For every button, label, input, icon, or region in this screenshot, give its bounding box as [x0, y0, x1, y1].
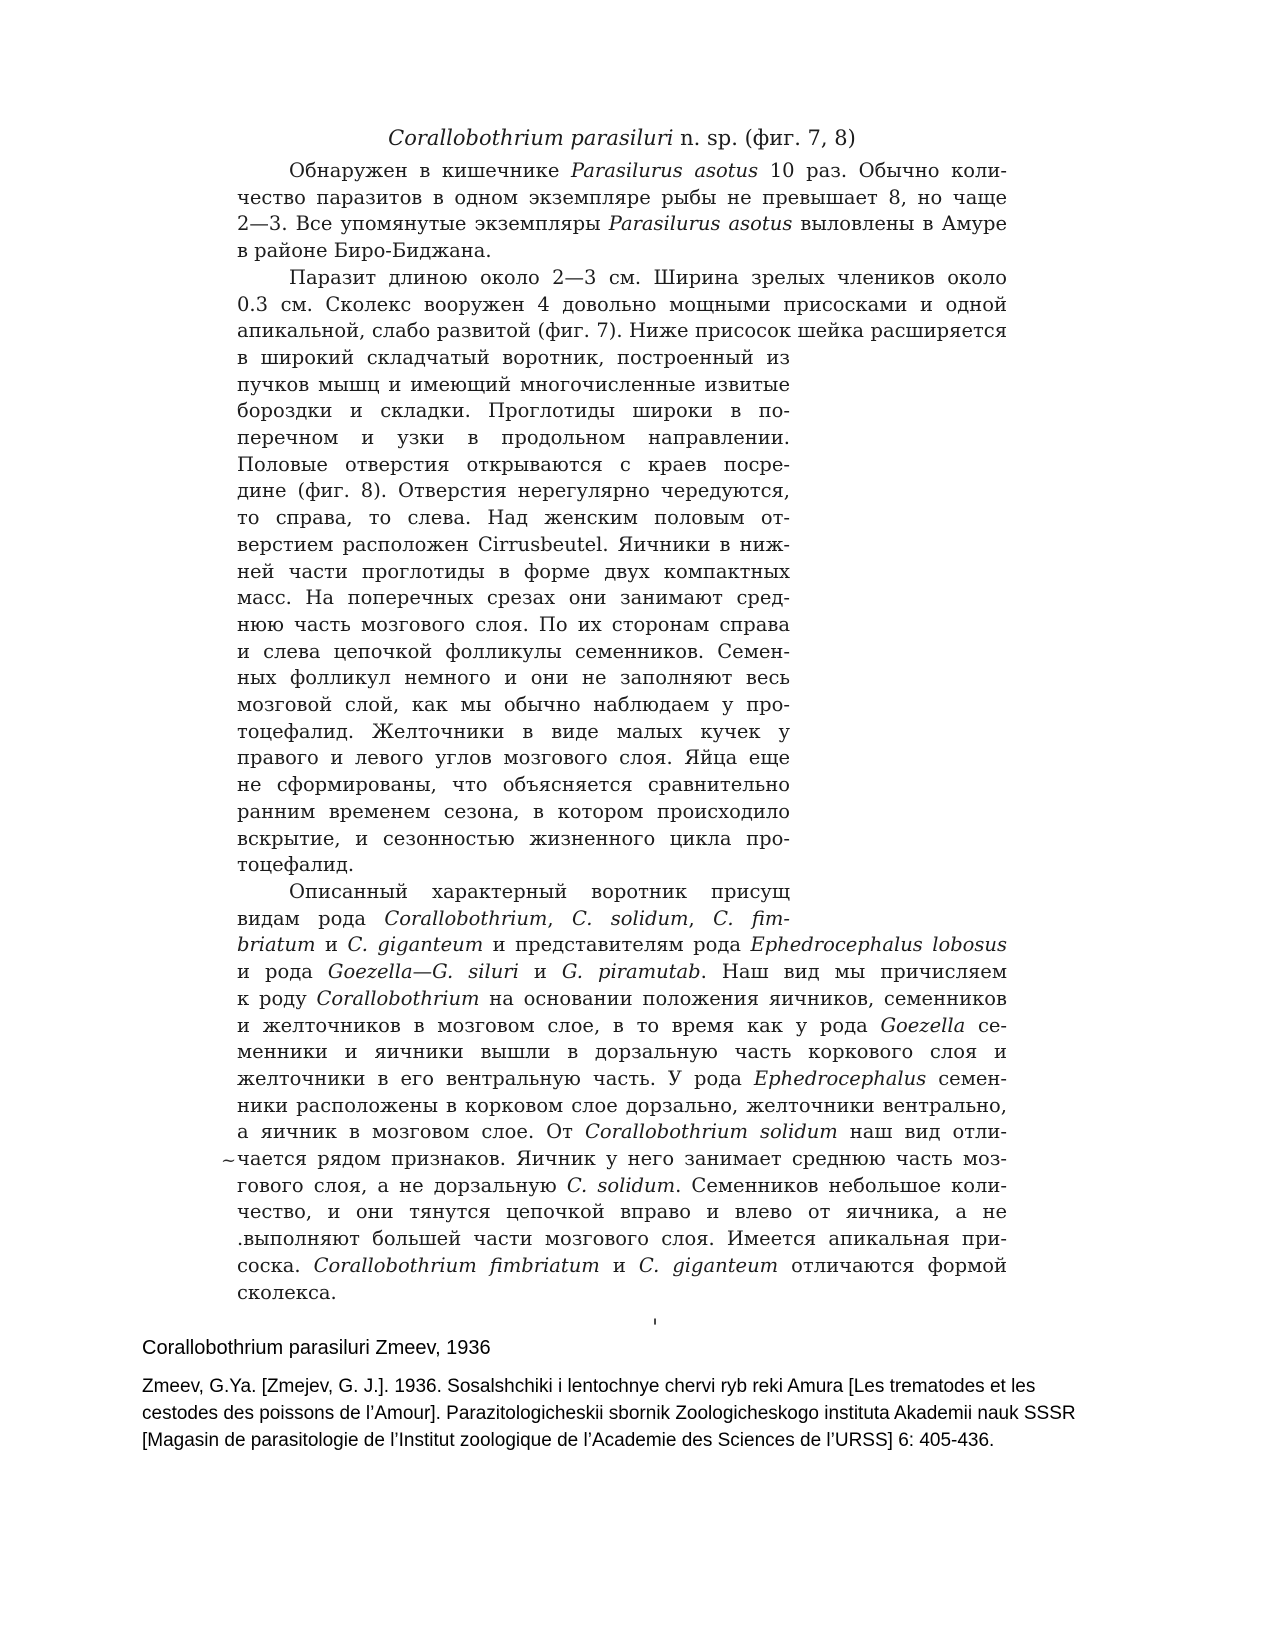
text-line: [237, 772, 790, 799]
text-segment: желточники в его вентральную часть. У рода: [237, 1066, 754, 1090]
text-segment: правого и левого углов мозгового слоя. Яйца еще: [237, 746, 790, 770]
text-segment: чество, и они тянутся цепочкой вправо и влево от яичника, а не: [237, 1200, 1007, 1224]
text-line: [237, 1226, 1007, 1253]
text-line: [237, 559, 790, 586]
text-line: [237, 452, 790, 479]
latin-name-italic: Corallobothrium: [384, 906, 548, 930]
text-line: [237, 1119, 1007, 1146]
text-segment: и: [315, 933, 348, 957]
scanned-text-block: [237, 122, 1007, 1306]
stray-tick-mark: ': [652, 1316, 659, 1341]
text-line: [237, 211, 1007, 238]
text-segment: ных фолликул немного и они не заполняют весь: [237, 666, 790, 690]
text-segment: бороздки и складки. Проглотиды широки в по-: [237, 399, 790, 423]
text-line: [237, 692, 790, 719]
text-segment: гового слоя, а не дорзальную: [237, 1173, 567, 1197]
text-segment: тоцефалид.: [237, 853, 355, 877]
text-line: [237, 1039, 1007, 1066]
text-segment: .выполняют большей части мозгового слоя. Имеется апикальная при-: [237, 1227, 1007, 1251]
text-segment: Паразит длиною около 2—3 см. Ширина зрелых члеников около: [289, 265, 1007, 289]
text-line: [237, 799, 790, 826]
text-segment: Половые отверстия открываются с краев посре-: [237, 452, 790, 476]
text-segment: вскрытие, и сезонностью жизненного цикла про-: [237, 826, 790, 850]
text-segment: n. sp. (фиг. 7, 8): [673, 126, 856, 150]
text-segment: ней части проглотиды в форме двух компактных: [237, 559, 790, 583]
latin-name-italic: Parasilurus asotus: [571, 159, 759, 182]
text-line: [237, 265, 1007, 292]
text-line: [237, 372, 790, 399]
text-segment: выловлены в Амуре: [792, 212, 1007, 236]
latin-name-italic: C. giganteum: [347, 933, 484, 957]
text-line: [237, 1253, 1007, 1280]
text-segment: а яичник в мозговом слое. От: [237, 1120, 585, 1144]
text-line: [237, 1066, 1007, 1093]
text-segment: 10 раз. Обычно коли-: [758, 159, 1007, 182]
latin-name-italic: Corallobothrium fimbriatum: [313, 1253, 600, 1277]
latin-name-italic: C. solidum: [566, 1173, 676, 1197]
text-segment: . Наш вид мы причисляем: [700, 960, 1007, 984]
text-segment: ники расположены в корковом слое дорзально, желточники вентрально,: [237, 1093, 1007, 1117]
latin-name-italic: briatum: [237, 933, 316, 957]
latin-name-italic: G. piramutab: [561, 960, 701, 984]
text-segment: к роду: [237, 986, 317, 1010]
text-line: [237, 318, 1007, 345]
text-segment: дине (фиг. 8). Отверстия нерегулярно чередуются,: [237, 479, 790, 503]
text-segment: сколекса.: [237, 1280, 337, 1304]
species-annotation: Corallobothrium parasiluri Zmeev, 1936: [142, 1337, 491, 1359]
text-segment: ,: [547, 906, 572, 930]
latin-name-italic: C. fim-: [713, 906, 790, 930]
text-segment: апикальной, слабо развитой (фиг. 7). Ниже присосок шейка расширяется: [237, 319, 1007, 343]
text-segment: Описанный характерный воротник присущ: [289, 879, 790, 903]
body-text: [237, 158, 1007, 1306]
text-line: [237, 639, 790, 666]
text-line: [237, 932, 1007, 959]
text-segment: 0.3 см. Сколекс вооружен 4 довольно мощными присосками и одной: [237, 292, 1007, 316]
latin-name-italic: Corallobothrium: [316, 986, 480, 1010]
text-line: [237, 158, 1007, 185]
text-segment: не сформированы, что объясняется сравнительно: [237, 773, 790, 797]
latin-name-italic: Ephedrocephalus lobosus: [750, 933, 1007, 957]
text-segment: чается рядом признаков. Яичник у него занимает среднюю часть моз-: [237, 1147, 1007, 1171]
text-segment: соска.: [237, 1253, 314, 1277]
text-line: [237, 879, 790, 906]
citation-line: Zmeev, G.Ya. [Zmejev, G. J.]. 1936. Sosalshchiki i lentochnye chervi ryb reki Amura [Les trematodes et les: [142, 1376, 1036, 1397]
text-segment: ранним временем сезона, в котором происходило: [237, 799, 790, 823]
text-line: [237, 826, 790, 853]
text-line: [237, 906, 790, 933]
text-line: [237, 505, 790, 532]
text-line: [237, 719, 790, 746]
latin-name-italic: Goezella: [880, 1013, 966, 1037]
text-segment: нюю часть мозгового слоя. По их сторонам справа: [237, 612, 790, 636]
latin-name-italic: C. giganteum: [638, 1253, 779, 1277]
text-segment: наш вид отли-: [837, 1120, 1007, 1144]
text-segment: и слева цепочкой фолликулы семенников. Семен-: [237, 639, 790, 663]
text-segment: мозговой слой, как мы обычно наблюдаем у про-: [237, 693, 790, 717]
latin-name-italic: Goezella—G. siluri: [327, 960, 519, 984]
text-line: [237, 1013, 1007, 1040]
text-segment: . Семенников небольшое коли-: [675, 1173, 1007, 1197]
text-segment: и: [599, 1253, 639, 1277]
text-segment: то справа, то слева. Над женским половым от-: [237, 506, 790, 530]
text-segment: масс. На поперечных срезах они занимают сред-: [237, 586, 790, 610]
latin-name-italic: Corallobothrium parasiluri: [388, 126, 674, 150]
text-line: [237, 1280, 1007, 1307]
reference-citation: [142, 1373, 1076, 1454]
text-line: [237, 1199, 1007, 1226]
latin-name-italic: C. solidum: [572, 906, 689, 930]
text-segment: менники и яичники вышли в дорзальную часть коркового слоя и: [237, 1040, 1007, 1064]
text-line: [237, 986, 1007, 1013]
text-line: [237, 612, 790, 639]
text-segment: отличаются формой: [778, 1253, 1007, 1277]
text-segment: в широкий складчатый воротник, построенный из: [237, 345, 790, 369]
text-segment: се-: [965, 1013, 1007, 1037]
text-segment: в районе Биро-Биджана.: [237, 239, 492, 263]
text-line: [237, 345, 790, 372]
text-line: [237, 745, 790, 772]
text-line: [237, 478, 790, 505]
text-line: [237, 1093, 1007, 1120]
text-line: [237, 959, 1007, 986]
text-segment: верстием расположен Cirrusbeutel. Яичники в ниж-: [237, 532, 790, 556]
citation-line: [Magasin de parasitologie de l’Institut zoologique de l’Academie des Sciences de l’URSS] 6: 405-436.: [142, 1430, 995, 1451]
margin-tilde-mark: ~: [221, 1150, 237, 1171]
text-segment: ,: [688, 906, 714, 930]
text-line: [237, 532, 790, 559]
text-line: [237, 425, 790, 452]
text-segment: семен-: [926, 1066, 1007, 1090]
text-line: [237, 398, 790, 425]
text-line: [237, 185, 1007, 212]
text-segment: на основании положения яичников, семенников: [479, 986, 1007, 1010]
text-line: [237, 665, 790, 692]
species-title: [237, 122, 1007, 154]
text-segment: и: [518, 960, 562, 984]
text-segment: чество паразитов в одном экземпляре рыбы не превышает 8, но чаще: [237, 185, 1007, 209]
text-segment: 2—3. Все упомянутые экземпляры: [237, 212, 609, 236]
text-segment: и представителям рода: [483, 933, 751, 957]
text-line: [237, 852, 790, 879]
latin-name-italic: Ephedrocephalus: [753, 1066, 927, 1090]
text-segment: видам рода: [237, 906, 385, 930]
text-segment: и рода: [237, 960, 328, 984]
text-line: [237, 238, 1007, 265]
text-segment: пучков мышц и имеющий многочисленные извитые: [237, 372, 790, 396]
citation-line: cestodes des poissons de l’Amour]. Parazitologicheskii sbornik Zoologicheskogo instituta Akademii nauk SSSR: [142, 1403, 1076, 1424]
text-line: [237, 292, 1007, 319]
text-segment: перечном и узки в продольном направлении.: [237, 426, 790, 450]
text-segment: Обнаружен в кишечнике: [289, 159, 571, 182]
text-line: [237, 1173, 1007, 1200]
text-segment: и желточников в мозговом слое, в то время как у рода: [237, 1013, 881, 1037]
latin-name-italic: Corallobothrium solidum: [584, 1120, 838, 1144]
text-line: [237, 1146, 1007, 1173]
text-segment: тоцефалид. Желточники в виде малых кучек у: [237, 719, 790, 743]
latin-name-italic: Parasilurus asotus: [608, 212, 793, 236]
text-line: [237, 585, 790, 612]
